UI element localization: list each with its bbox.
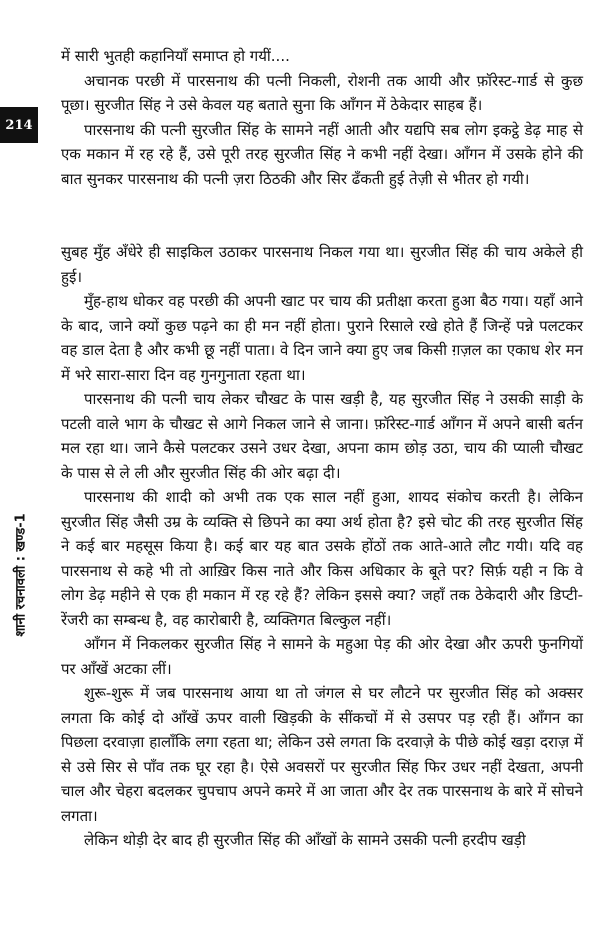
paragraph-s2-4: आँगन में निकलकर सुरजीत सिंह ने सामने के महुआ पेड़ की ओर देखा और ऊपरी फुनगियों पर आँखें अटका लीं। — [61, 635, 583, 678]
paragraph-s2-1: मुँह-हाथ धोकर वह परछी की अपनी खाट पर चाय की प्रतीक्षा करता हुआ बैठ गया। यहाँ आने के बाद, जाने क्यों कुछ पढ़ने का ही मन नहीं होता। पुराने रिसाले रखे होते हैं जिन्हें पन्ने पलटकर वह डाल देता है और कभी छू नहीं पाता। वे दिन जाने क्या हुए जब किसी ग़ज़ल का एकाध शेर मन में भरे सारा-सारा दिन वह गुनगुनाता रहता था। — [61, 292, 583, 384]
paragraph-s2-5: शुरू-शुरू में जब पारसनाथ आया था तो जंगल से घर लौटने पर सुरजीत सिंह को अक्सर लगता कि कोई दो आँखें ऊपर वाली खिड़की के सींकचों में से उसपर पड़ रही हैं। आँगन का पिछला दरवाज़ा हालाँकि लगा रहता था; लेकिन उसे लगता कि दरवाज़े के पीछे कोई खड़ा दराज़ में से उसे सिर से पाँव तक घूर रहा है। ऐसे अवसरों पर सुरजीत सिंह फिर उधर नहीं देखता, अपनी चाल और चेहरा बदलकर चुपचाप अपने कमरे में आ जाता और देर तक पारसनाथ के बारे में सोचने लगता। — [61, 684, 583, 825]
paragraph-s2-3: पारसनाथ की शादी को अभी तक एक साल नहीं हुआ, शायद संकोच करती है। लेकिन सुरजीत सिंह जैसी उम्र के व्यक्ति से छिपने का क्या अर्थ होता है? इसे चोट की तरह सुरजीत सिंह ने कई बार महसूस किया है। कई बार यह बात उसके होंठों तक आते-आते लौट गयी। यदि वह पारसनाथ से कहे भी तो आख़िर किस नाते और किस अधिकार के बूते पर? सिर्फ़ यही न कि वे लोग डेढ़ महीने से एक ही मकान में रह रहे हैं? लेकिन इससे क्या? जहाँ तक ठेकेदारी और डिप्टी-रेंजरी का सम्बन्ध है, वह कारोबारी है, व्यक्तिगत बिल्कुल नहीं। — [61, 488, 583, 629]
section-break — [61, 191, 583, 240]
running-header — [2, 495, 38, 655]
paragraph-s1-2: पारसनाथ की पत्नी सुरजीत सिंह के सामने नहीं आती और यद्यपि सब लोग इकट्ठे डेढ़ माह से एक मकान में रह रहे हैं, उसे पूरी तरह सुरजीत सिंह ने कभी नहीं देखा। आँगन में उसके होने की बात सुनकर पारसनाथ की पत्नी ज़रा ठिठकी और सिर ढँकती हुई तेज़ी से भीतर हो गयी। — [61, 120, 583, 188]
page-number — [0, 107, 38, 143]
paragraph-s2-2: पारसनाथ की पत्नी चाय लेकर चौखट के पास खड़ी है, यह सुरजीत सिंह ने उसकी साड़ी के पटली वाले भाग के चौखट से आगे निकल जाने से जाना। फ़ॉरेस्ट-गार्ड आँगन में अपने बासी बर्तन मल रहा था। जाने कैसे पलटकर उसने उधर देखा, अपना काम छोड़ उठा, चाय की प्याली चौखट के पास से ले ली और सुरजीत सिंह की ओर बढ़ा दी। — [61, 390, 583, 482]
page-number-text: 214 — [5, 117, 33, 133]
paragraph-s1-0: में सारी भुतही कहानियाँ समाप्त हो गयीं.... — [61, 47, 290, 65]
paragraph-s2-0: सुबह मुँह अँधेरे ही साइकिल उठाकर पारसनाथ निकल गया था। सुरजीत सिंह की चाय अकेले ही हुई। — [61, 243, 583, 286]
text-column — [61, 44, 583, 853]
running-header-text: शानी रचनावली : खण्ड-1 — [14, 513, 29, 637]
paragraph-s1-1: अचानक परछी में पारसनाथ की पत्नी निकली, रोशनी तक आयी और फ़ॉरेस्ट-गार्ड से कुछ पूछा। सुरजीत सिंह ने उसे केवल यह बताते सुना कि आँगन में ठेकेदार साहब हैं। — [61, 71, 583, 114]
paragraph-s2-6: लेकिन थोड़ी देर बाद ही सुरजीत सिंह की आँखों के सामने उसकी पत्नी हरदीप खड़ी — [84, 831, 526, 849]
